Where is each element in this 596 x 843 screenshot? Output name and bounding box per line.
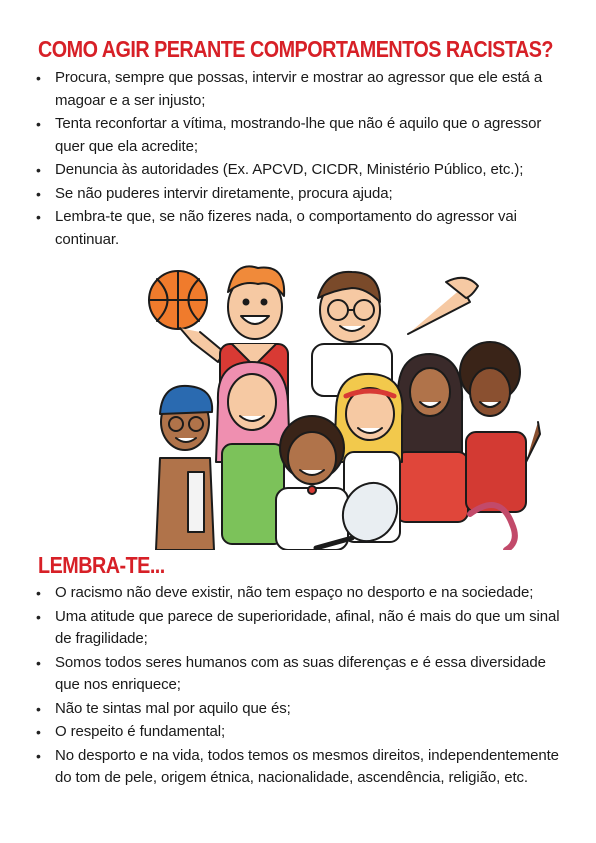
list-item: • Lembra-te que, se não fizeres nada, o comportamento do agressor vai continuar. — [36, 206, 566, 251]
remember-list — [36, 582, 566, 791]
list-item: • Se não puderes intervir diretamente, procura ajuda; — [36, 183, 566, 206]
list-item: • Procura, sempre que possas, intervir e mostrar ao agressor que ele está a magoar e a ser injusto; — [36, 67, 566, 112]
youth-athletes-illustration — [140, 262, 555, 550]
list-item: • Somos todos seres humanos com as suas diferenças e é essa diversidade que nos enriquece; — [36, 652, 566, 697]
boy-with-tennis-racket-figure — [276, 416, 348, 550]
girl-with-hijab-figure — [396, 354, 468, 522]
list-item: • Uma atitude que parece de superioridade, afinal, não é mais do que um sinal de fragilidade; — [36, 606, 566, 651]
basketball-icon — [149, 271, 207, 329]
boy-with-cap-figure — [156, 386, 214, 550]
list-item: • O racismo não deve existir, não tem espaço no desporto e na sociedade; — [36, 582, 566, 605]
list-item: • Denuncia às autoridades (Ex. APCVD, CICDR, Ministério Público, etc.); — [36, 159, 566, 182]
list-item: • Não te sintas mal por aquilo que és; — [36, 698, 566, 721]
section-title-remember: LEMBRA-TE... — [38, 552, 165, 578]
curly-hair-girl-figure — [460, 342, 540, 512]
how-to-act-list — [36, 67, 566, 252]
list-item: • O respeito é fundamental; — [36, 721, 566, 744]
list-item: • No desporto e na vida, todos temos os mesmos direitos, independentemente do tom de pele, origem étnica, nacionalidade, ascendência, religião, etc. — [36, 745, 566, 790]
list-item: • Tenta reconfortar a vítima, mostrando-lhe que não é aquilo que o agressor quer que ela acredite; — [36, 113, 566, 158]
section-title-how-to-act: COMO AGIR PERANTE COMPORTAMENTOS RACISTAS? — [38, 36, 553, 62]
